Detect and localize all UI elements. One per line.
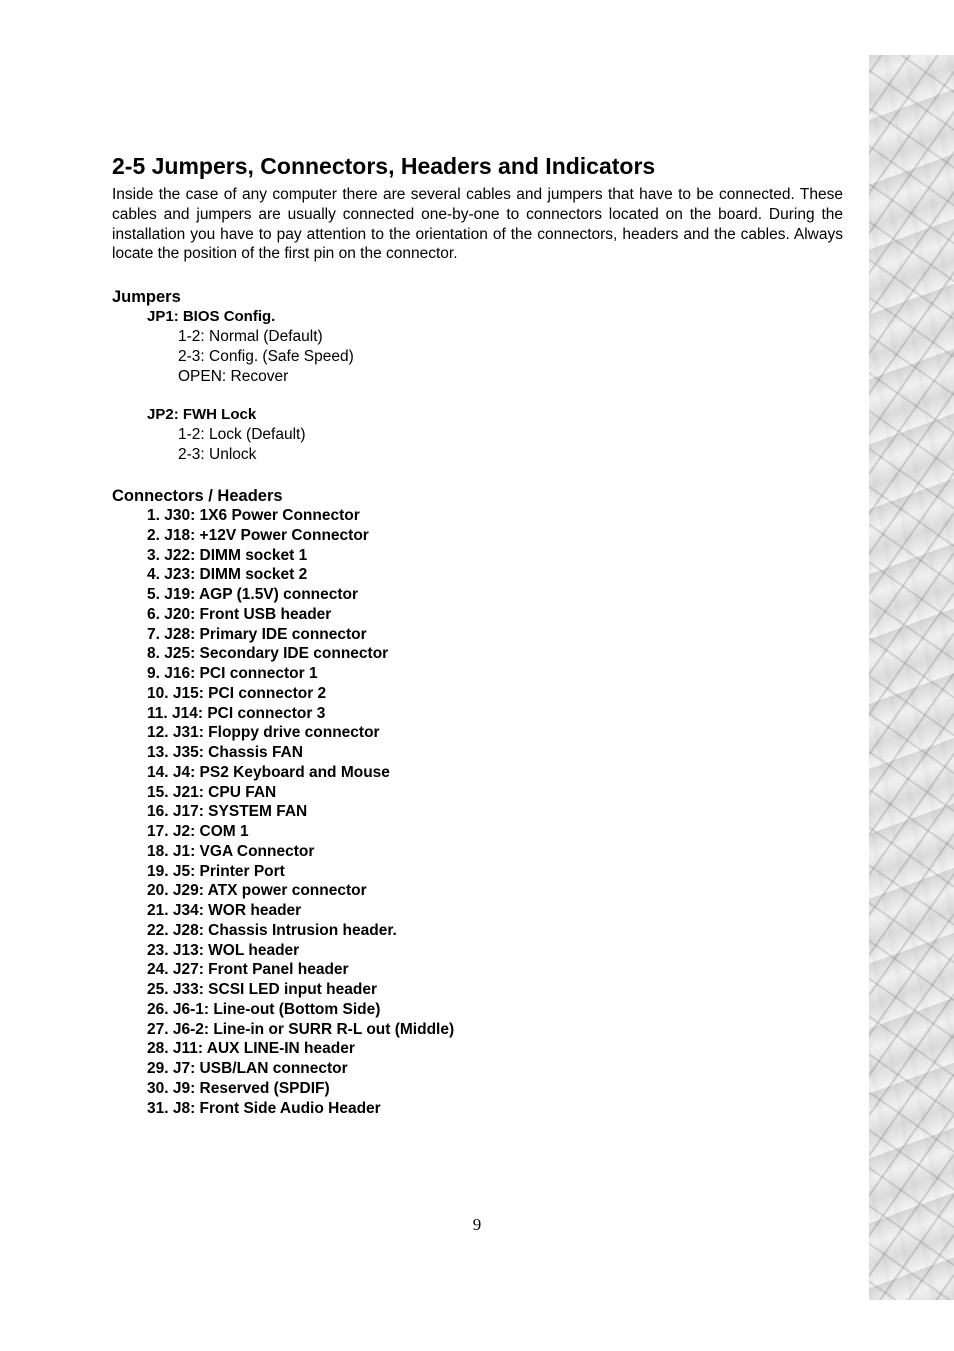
page-number: 9 [472,1215,482,1234]
connector-item: 7. J28: Primary IDE connector [147,625,367,643]
connector-item: 15. J21: CPU FAN [147,783,277,801]
connector-item: 19. J5: Printer Port [147,862,285,880]
jp2-options [178,425,306,465]
connector-item: 20. J29: ATX power connector [147,882,367,900]
connector-item: 27. J6-2: Line-in or SURR R-L out (Middle) [147,1020,455,1038]
jumpers-heading: Jumpers [112,288,181,306]
connector-item: 23. J13: WOL header [147,941,300,959]
jp2-option: 2-3: Unlock [178,445,257,463]
jp2-option: 1-2: Lock (Default) [178,426,306,443]
connector-item: 14. J4: PS2 Keyboard and Mouse [147,763,390,781]
connector-item: 8. J25: Secondary IDE connector [147,645,389,663]
connector-item: 10. J15: PCI connector 2 [147,684,327,702]
jp2-title: JP2: FWH Lock [147,406,257,423]
jp1-option: 1-2: Normal (Default) [178,328,323,345]
connectors-heading: Connectors / Headers [112,487,283,505]
jp1-option: OPEN: Recover [178,367,289,385]
connector-item: 5. J19: AGP (1.5V) connector [147,586,359,603]
section-title: 2-5 Jumpers, Connectors, Headers and Indicators [112,153,656,179]
connector-item: 2. J18: +12V Power Connector [147,526,369,544]
connector-item: 18. J1: VGA Connector [147,842,315,860]
connector-item: 6. J20: Front USB header [147,605,332,623]
intro-paragraph: Inside the case of any computer there are several cables and jumpers that have to be connected. These cables and jumpers are usually connected one-by-one to connectors located on the board. During the installation you have to pay attention to the orientation of the connectors, headers and the cables. Always locate the position of the first pin on the connector. [112,186,843,263]
connector-item: 28. J11: AUX LINE-IN header [147,1040,355,1058]
connector-item: 31. J8: Front Side Audio Header [147,1099,381,1117]
connector-item: 25. J33: SCSI LED input header [147,981,377,998]
jp1-option: 2-3: Config. (Safe Speed) [178,347,354,365]
connector-item: 21. J34: WOR header [147,902,302,919]
connector-item: 12. J31: Floppy drive connector [147,724,380,742]
connector-item: 24. J27: Front Panel header [147,961,349,979]
connector-item: 30. J9: Reserved (SPDIF) [147,1079,330,1097]
jp1-title: JP1: BIOS Config. [147,308,276,325]
jp1-options [178,327,354,386]
connector-list [147,506,454,1118]
connector-item: 17. J2: COM 1 [147,823,249,840]
connector-item: 13. J35: Chassis FAN [147,744,303,761]
connector-item: 26. J6-1: Line-out (Bottom Side) [147,1000,381,1018]
connector-item: 22. J28: Chassis Intrusion header. [147,921,397,939]
connector-item: 29. J7: USB/LAN connector [147,1060,348,1077]
connector-item: 3. J22: DIMM socket 1 [147,546,308,564]
connector-item: 9. J16: PCI connector 1 [147,665,318,682]
connector-item: 11. J14: PCI connector 3 [147,704,326,722]
connector-item: 1. J30: 1X6 Power Connector [147,507,360,524]
marble-side-border [869,55,954,1300]
connector-item: 16. J17: SYSTEM FAN [147,803,308,821]
connector-item: 4. J23: DIMM socket 2 [147,566,308,584]
